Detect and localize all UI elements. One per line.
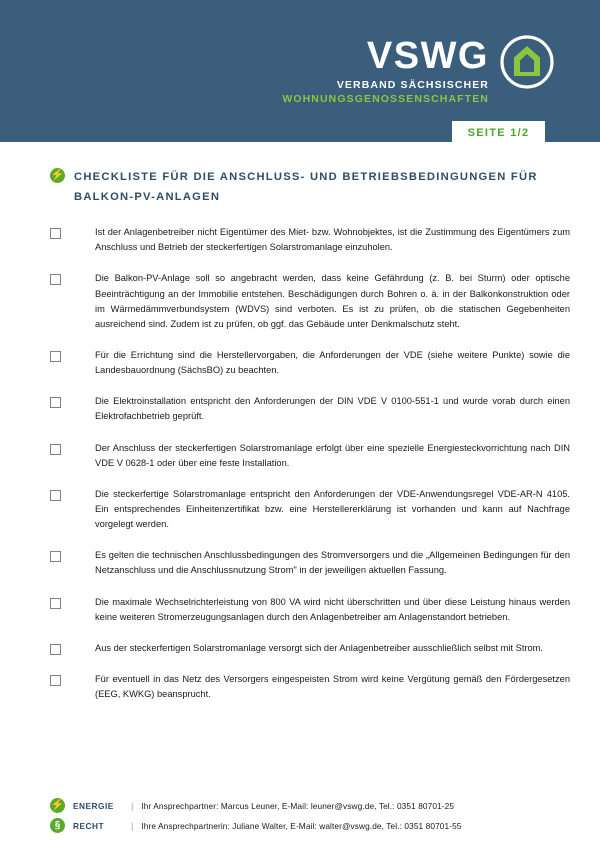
list-item[interactable] [0,441,600,471]
list-item[interactable] [0,595,600,625]
list-item[interactable] [0,225,600,255]
vswg-logo [282,36,555,105]
footer-separator: | [131,800,134,811]
checklist-item-text: Aus der steckerfertigen Solarstromanlage versorgt sich der Anlagenbetreiber ausschließlich selbst mit Strom. [95,642,544,653]
footer-category-label: ENERGIE [73,800,114,811]
checklist-item-text: Es gelten die technischen Anschlussbedingungen des Stromversorgers und die „Allgemeinen Bedingungen für den Netzanschluss und die Anschlussnutzung Strom" in der jeweiligen aktuellen Fassung. [95,550,570,576]
checkbox[interactable] [50,397,61,408]
paragraph-law-icon [50,818,65,833]
checklist-item-text: Die Balkon-PV-Anlage soll so angebracht werden, dass keine Gefährdung (z. B. bei Sturm) oder optische Beeinträchtigung an der Immobilie entstehen. Beschädigungen durch Bohren o. ä. in der Balkonkonstruktion oder im Wärmedämmverbundsystem (WDVS) sind verboten. Es ist zu prüfen, ob die statischen Gegebenheiten ausreichend sind. Zudem ist zu prüfen, ob ggf. das Gebäude unter Denkmalschutz steht. [95,273,570,329]
checklist-item-text: Der Anschluss der steckerfertigen Solarstromanlage erfolgt über eine spezielle Energiesteckvorrichtung nach DIN VDE V 0628-1 oder über eine feste Installation. [95,442,570,468]
list-item[interactable] [0,641,600,656]
checklist-item-text: Die Elektroinstallation entspricht den Anforderungen der DIN VDE V 0100-551-1 und wurde vorab durch einen Elektrofachbetrieb geprüft. [95,396,570,422]
footer-separator: | [131,820,134,831]
logo-subtitle-line1: VERBAND SÄCHSISCHER [336,79,489,92]
list-item[interactable] [0,487,600,532]
checklist-item-text: Ist der Anlagenbetreiber nicht Eigentümer des Miet- bzw. Wohnobjektes, ist die Zustimmung des Eigentümers zum Anschluss und Betrieb der steckerfertigen Solarstromanlage einzuholen. [95,227,570,253]
checkbox[interactable] [50,228,61,239]
checkbox[interactable] [50,274,61,285]
checkbox[interactable] [50,644,61,655]
footer-category-label: RECHT [73,820,105,831]
page-number-label: SEITE 1/2 [467,127,530,139]
list-item[interactable] [0,672,600,702]
list-item[interactable] [0,394,600,424]
checkbox[interactable] [50,551,61,562]
logo-wordmark: VSWG [366,35,489,77]
page-title: CHECKLISTE FÜR DIE ANSCHLUSS- UND BETRIEBSBEDINGUNGEN FÜR BALKON-PV-ANLAGEN [74,171,538,203]
paragraph-glyph: § [54,819,61,831]
energy-bolt-glyph: ⚡ [50,799,65,811]
page-footer [50,798,560,838]
checklist-item-text: Die steckerfertige Solarstromanlage entspricht den Anforderungen der VDE-Anwendungsregel VDE-AR-N 4105. Ein entsprechendes Einheitenzertifikat bzw. eine Herstellererklärung ist vorhanden und kann auf Nachfrage vorgelegt werden. [95,488,570,530]
footer-contact-recht [50,818,560,833]
checkbox[interactable] [50,351,61,362]
energy-bolt-glyph: ⚡ [50,169,65,181]
house-in-circle-icon [499,34,555,95]
checklist-item-text: Die maximale Wechselrichterleistung von 800 VA wird nicht überschritten und über diese Leistung hinaus werden keine weiteren Stromerzeugungsanlagen durch den Anlagenbetreiber am Anlagenstandort betrieben. [95,596,570,622]
footer-contact-info: Ihre Ansprechpartnerin: Juliane Walter, E-Mail: walter@vswg.de, Tel.: 0351 80701-55 [141,820,462,831]
list-item[interactable] [0,271,600,332]
document-title-row [50,168,550,207]
checklist [0,225,600,702]
logo-text-column [282,36,489,105]
checklist-item-text: Für die Errichtung sind die Herstellervorgaben, die Anforderungen der VDE (siehe weitere Punkte) sowie die Landesbauordnung (SächsBO) zu beachten. [95,350,570,376]
energy-bolt-icon [50,168,65,183]
list-item[interactable] [0,348,600,378]
footer-contact-energie [50,798,560,813]
energy-bolt-icon [50,798,65,813]
footer-contact-info: Ihr Ansprechpartner: Marcus Leuner, E-Mail: leuner@vswg.de, Tel.: 0351 80701-25 [141,800,455,811]
logo-subtitle-line2: WOHNUNGSGENOSSENSCHAFTEN [282,93,489,106]
checkbox[interactable] [50,675,61,686]
checkbox[interactable] [50,444,61,455]
checklist-item-text: Für eventuell in das Netz des Versorgers eingespeisten Strom wird keine Vergütung gemäß den Fördergesetzen (EEG, KWKG) beansprucht. [95,674,570,700]
list-item[interactable] [0,548,600,578]
document-body [0,142,600,718]
checkbox[interactable] [50,598,61,609]
checkbox[interactable] [50,490,61,501]
